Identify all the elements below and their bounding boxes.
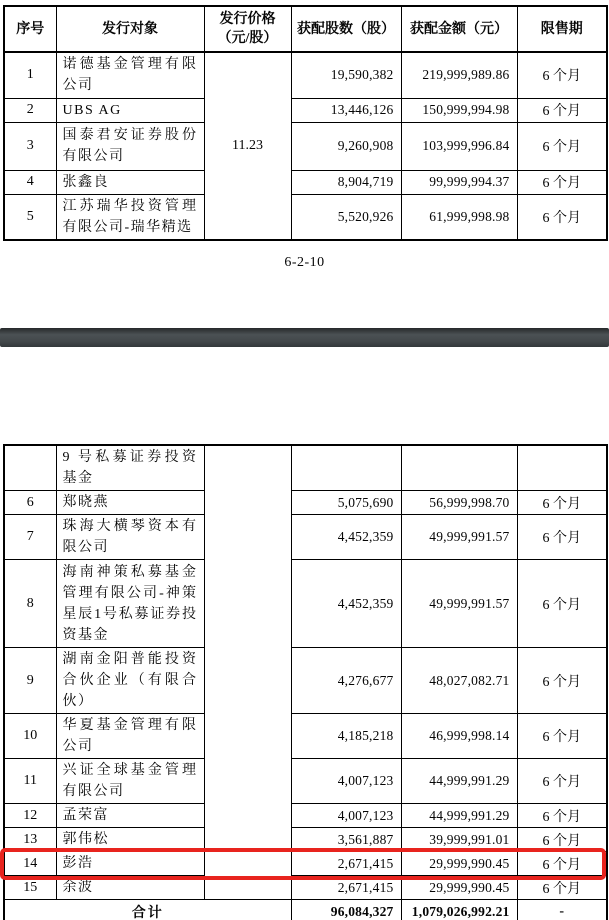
cell-amount: 150,999,994.98 <box>401 98 517 122</box>
col-header-price <box>204 6 291 52</box>
col-header-shares: 获配股数（股） <box>291 6 401 52</box>
cell-issuee-name: 国泰君安证券股份有限公司 <box>56 122 204 170</box>
cell-amount: 61,999,998.98 <box>401 194 517 240</box>
cell-issuee-name: 郭伟松 <box>56 828 204 852</box>
cell-issuee-name: 华夏基金管理有限公司 <box>56 714 204 759</box>
allocation-table-page2 <box>3 444 608 920</box>
cell-shares: 4,276,677 <box>291 648 401 714</box>
cell-serial: 11 <box>4 759 56 804</box>
cell-lockup: 6 个月 <box>517 560 607 648</box>
table-total-row <box>4 900 607 920</box>
col-header-serial: 序号 <box>4 6 56 52</box>
table-row <box>4 515 607 560</box>
cell-amount: 56,999,998.70 <box>401 491 517 515</box>
cell-serial: 14 <box>4 852 56 876</box>
cell-total-shares: 96,084,327 <box>291 900 401 920</box>
cell-serial: 5 <box>4 194 56 240</box>
cell-amount: 49,999,991.57 <box>401 560 517 648</box>
table-row <box>4 491 607 515</box>
cell-amount: 99,999,994.37 <box>401 170 517 194</box>
table-row <box>4 52 607 98</box>
cell-serial: 13 <box>4 828 56 852</box>
cell-shares: 4,007,123 <box>291 804 401 828</box>
cell-amount: 103,999,996.84 <box>401 122 517 170</box>
cell-shares: 4,452,359 <box>291 560 401 648</box>
page-number: 6-2-10 <box>284 255 325 270</box>
cell-issuee-name: 9 号私募证券投资基金 <box>56 445 204 491</box>
cell-lockup: 6 个月 <box>517 122 607 170</box>
cell-issuee-name: 郑晓燕 <box>56 491 204 515</box>
table-row <box>4 170 607 194</box>
cell-lockup: 6 个月 <box>517 52 607 98</box>
table-row <box>4 648 607 714</box>
table-row <box>4 759 607 804</box>
cell-lockup: 6 个月 <box>517 648 607 714</box>
cell-total-label: 合计 <box>4 900 291 920</box>
cell-shares: 4,185,218 <box>291 714 401 759</box>
col-header-issuee: 发行对象 <box>56 6 204 52</box>
cell-serial: 2 <box>4 98 56 122</box>
cell-lockup: 6 个月 <box>517 515 607 560</box>
cell-amount: 29,999,990.45 <box>401 876 517 900</box>
page-separator-bar <box>0 328 609 347</box>
col-header-price-line1: 发行价格 <box>219 12 276 27</box>
cell-issue-price: 11.23 <box>204 52 291 240</box>
cell-shares: 3,561,887 <box>291 828 401 852</box>
cell-serial: 6 <box>4 491 56 515</box>
cell-issuee-name: 彭浩 <box>56 852 204 876</box>
table-row <box>4 714 607 759</box>
cell-lockup: 6 个月 <box>517 804 607 828</box>
table-header-row <box>4 6 607 52</box>
cell-shares: 9,260,908 <box>291 122 401 170</box>
cell-issuee-name: 诺德基金管理有限公司 <box>56 52 204 98</box>
cell-shares: 4,007,123 <box>291 759 401 804</box>
cell-issuee-name: 湖南金阳普能投资合伙企业（有限合伙） <box>56 648 204 714</box>
cell-issuee-name: 珠海大横琴资本有限公司 <box>56 515 204 560</box>
cell-serial: 12 <box>4 804 56 828</box>
col-header-price-line2: （元/股） <box>217 31 278 46</box>
table-row <box>4 876 607 900</box>
cell-shares: 2,671,415 <box>291 876 401 900</box>
cell-total-amount: 1,079,026,992.21 <box>401 900 517 920</box>
highlighted-row <box>4 852 607 876</box>
cell-amount: 29,999,990.45 <box>401 852 517 876</box>
cell-amount: 39,999,991.01 <box>401 828 517 852</box>
cell-serial: 9 <box>4 648 56 714</box>
cell-amount: 44,999,991.29 <box>401 804 517 828</box>
cell-serial: 1 <box>4 52 56 98</box>
cell-shares: 5,075,690 <box>291 491 401 515</box>
cell-amount <box>401 445 517 491</box>
cell-amount: 49,999,991.57 <box>401 515 517 560</box>
col-header-lockup: 限售期 <box>517 6 607 52</box>
cell-shares: 2,671,415 <box>291 852 401 876</box>
cell-amount: 46,999,998.14 <box>401 714 517 759</box>
cell-issuee-name: 海南神策私募基金管理有限公司-神策星辰1号私募证券投资基金 <box>56 560 204 648</box>
cell-issuee-name: 孟荣富 <box>56 804 204 828</box>
cell-lockup: 6 个月 <box>517 714 607 759</box>
cell-lockup: 6 个月 <box>517 828 607 852</box>
table-row <box>4 560 607 648</box>
cell-lockup: 6 个月 <box>517 852 607 876</box>
cell-shares: 13,446,126 <box>291 98 401 122</box>
cell-serial: 4 <box>4 170 56 194</box>
cell-lockup: 6 个月 <box>517 194 607 240</box>
cell-serial: 10 <box>4 714 56 759</box>
allocation-table-page1 <box>3 5 608 241</box>
cell-lockup: 6 个月 <box>517 759 607 804</box>
cell-amount: 44,999,991.29 <box>401 759 517 804</box>
cell-issuee-name: 江苏瑞华投资管理有限公司-瑞华精选 <box>56 194 204 240</box>
cell-shares: 8,904,719 <box>291 170 401 194</box>
cell-serial: 3 <box>4 122 56 170</box>
cell-shares: 5,520,926 <box>291 194 401 240</box>
cell-serial <box>4 445 56 491</box>
cell-lockup: 6 个月 <box>517 876 607 900</box>
cell-shares: 4,452,359 <box>291 515 401 560</box>
cell-issuee-name: 余波 <box>56 876 204 900</box>
cell-issue-price-empty <box>204 445 291 900</box>
table-row <box>4 828 607 852</box>
cell-shares <box>291 445 401 491</box>
cell-amount: 219,999,989.86 <box>401 52 517 98</box>
cell-serial: 15 <box>4 876 56 900</box>
cell-lockup: 6 个月 <box>517 170 607 194</box>
cell-serial: 8 <box>4 560 56 648</box>
cell-issuee-name: 兴证全球基金管理有限公司 <box>56 759 204 804</box>
cell-shares: 19,590,382 <box>291 52 401 98</box>
table-row <box>4 122 607 170</box>
cell-lockup <box>517 445 607 491</box>
table-row <box>4 804 607 828</box>
cell-issuee-name: UBS AG <box>56 98 204 122</box>
cell-total-lockup: - <box>517 900 607 920</box>
cell-issuee-name: 张鑫良 <box>56 170 204 194</box>
col-header-amount: 获配金额（元） <box>401 6 517 52</box>
table-row <box>4 98 607 122</box>
cell-amount: 48,027,082.71 <box>401 648 517 714</box>
cell-serial: 7 <box>4 515 56 560</box>
table-row <box>4 194 607 240</box>
cell-lockup: 6 个月 <box>517 491 607 515</box>
cell-lockup: 6 个月 <box>517 98 607 122</box>
table-row-continuation <box>4 445 607 491</box>
